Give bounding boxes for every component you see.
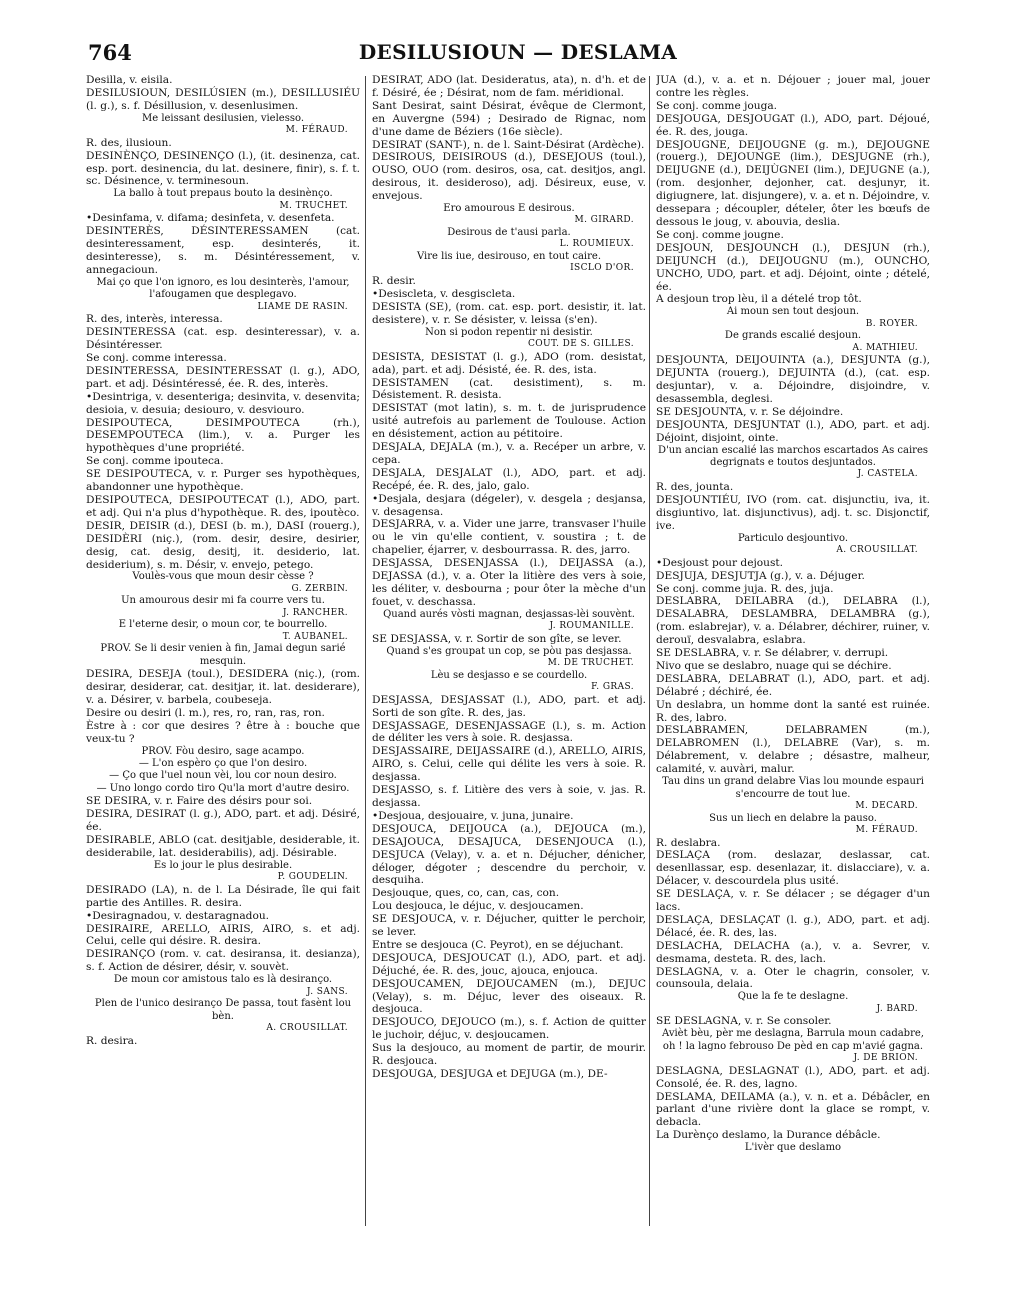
quotation-line: — Ço que l'uel noun vèi, lou cor noun desiro. <box>109 770 337 782</box>
dictionary-entry: DESJOUNTA, DESJUNTAT (l.), ADO, part. et adj. Déjoint, disjoint, ointe. <box>656 418 930 444</box>
page-title: DESILUSIOUN — DESLAMA <box>358 40 678 64</box>
quotation-line: De grands escalié desjoun. <box>724 330 862 342</box>
dictionary-entry: Desilla, v. eisila. <box>86 74 173 86</box>
dictionary-entry: SE DESLAÇA, v. r. Se délacer ; se dégager d'un lacs. <box>656 888 930 914</box>
dictionary-entry: Èstre à : cor que desires ? être à : bouche que veux-tu ? <box>86 719 360 745</box>
quotation-line: Mai ço que l'on ignoro, es lou desinterès, l'amour, l'afougamen que desplegavo. <box>96 276 350 301</box>
dictionary-entry: DESJOUCAMEN, DEJOUCAMEN (m.), DEJUC (Velay), s. m. Déjuc, lever des oiseaux. R. desjouca. <box>372 977 646 1016</box>
quotation-line: Tau dins un grand delabre Vias lou mounde espauri s'encourre de tout lue. <box>662 776 924 800</box>
quotation-author: P. GOUDELIN. <box>277 872 348 883</box>
quotation-line: Me leissant desilusien, vielesso. <box>141 112 305 124</box>
dictionary-entry: DESLAGNA, v. a. Oter le chagrin, consoler, v. counsoula, delaia. <box>656 965 930 991</box>
dictionary-entry: DESJALA, DEJALA (m.), v. a. Recéper un arbre, v. cepa. <box>372 441 646 466</box>
quotation-line: — Uno longo cordo tiro Qu'la mort d'autre desiro. <box>96 782 350 794</box>
quotation-author: F. GRAS. <box>591 682 634 693</box>
quotation-author: G. ZERBIN. <box>291 583 348 594</box>
quotation-line: Quand s'es groupat un cop, se pòu pas desjassa. <box>386 645 632 657</box>
quotation-line: Es lo jour le plus desirable. <box>153 859 293 871</box>
dictionary-entry: DESLAÇA, DESLAÇAT (l. g.), ADO, part. et adj. Délacé, ée. R. des, las. <box>656 913 930 939</box>
dictionary-entry: SE DESJASSA, v. r. Sortir de son gîte, se lever. <box>372 632 622 645</box>
dictionary-entry: DESJASSAGE, DESENJASSAGE (l.), s. m. Action de déliter les vers à soie. R. desjassa. <box>372 719 646 745</box>
quotation-line: — L'on espèro ço que l'on desiro. <box>138 758 308 770</box>
dictionary-entry: DESJOUN, DESJOUNCH (l.), DESJUN (rh.), DEIJUNCH (d.), DEIJOUGNU (m.), OUNCHO, UNCHO, UDO, part. et adj. Déjoint, ointe ; dételé, ée. <box>656 241 930 293</box>
quotation-author: J. BARD. <box>876 1003 918 1014</box>
dictionary-entry: •Desiscleta, v. desgiscleta. <box>372 287 516 300</box>
quotation-author: T. AUBANEL. <box>282 631 348 642</box>
quotation-line: Ai moun sen tout desjoun. <box>726 306 860 318</box>
quotation-author: J. DE BRION. <box>853 1053 918 1064</box>
dictionary-entry: DESISTAT (mot latin), s. m. t. de jurisprudence usité autrefois au parlement de Toulouse. Action en désistement, action au pétitoire. <box>372 402 646 441</box>
page-header <box>88 40 948 70</box>
dictionary-entry: DESJARRA, v. a. Vider une jarre, transvaser l'huile ou le vin qu'elle contient, v. soustira ; t. de chapelier, éjarrer, v. desbourrassa. R. des, jarro. <box>372 518 646 557</box>
quotation-line: De moun cor amistous talo es là desiranço. <box>113 974 333 986</box>
dictionary-entry: •Desjala, desjara (dégeler), v. desgela ; desjansa, v. desagensa. <box>372 492 646 518</box>
quotation-author: COUT. DE S. GILLES. <box>527 339 634 350</box>
column-right <box>656 74 930 1224</box>
dictionary-entry: Se conj. comme jouga. <box>656 99 778 112</box>
quotation-line: D'un ancian escalié las marchos escartados As caires degrignats e toutos desjuntados. <box>657 444 928 469</box>
dictionary-entry: SE DESLAGNA, v. r. Se consoler. <box>656 1015 832 1028</box>
dictionary-entry: DESLABRAMEN, DELABRAMEN (m.), DELABROMEN (l.), DELABRE (Var), s. m. Délabrement, v. delabre ; désastre, malheur, calamité, v. auvàri, malur. <box>656 724 930 776</box>
dictionary-entry: DESJOUCO, DEJOUCO (m.), s. f. Action de quitter le juchoir, déjuc, v. desjoucamen. <box>372 1016 646 1042</box>
dictionary-entry: R. desir. <box>372 275 416 288</box>
quotation-line: PROV. Fòu desiro, sage acampo. <box>141 745 305 757</box>
quotation-line: Quand aurés vòsti magnan, desjassas-lèi souvènt. <box>383 608 635 620</box>
dictionary-entry: DESIRA, DESIRAT (l. g.), ADO, part. et adj. Désiré, ée. <box>86 808 360 834</box>
dictionary-entry: DESJALA, DESJALAT (l.), ADO, part. et adj. Recépé, ée. R. des, jalo, galo. <box>372 466 646 492</box>
column-divider <box>649 76 650 1226</box>
quotation-line: Desirous de t'ausi parla. <box>447 227 571 239</box>
dictionary-entry: DESISTA, DESISTAT (l. g.), ADO (rom. desistat, ada), part. et adj. Désisté, ée. R. des, ista. <box>372 350 646 376</box>
dictionary-entry: Un deslabra, un homme dont la santé est ruinée. R. des, labro. <box>656 698 930 724</box>
dictionary-entry: DESIROUS, DEISIROUS (d.), DESEJOUS (toul.), OUSO, OUO (rom. desiros, osa, cat. desitjos, angl. desirous, it. desideroso), adj. Désireux, euse, v. envejous. <box>372 151 646 203</box>
dictionary-entry: DESINTERESSA (cat. esp. desinteressar), v. a. Désintéresser. <box>86 326 360 352</box>
dictionary-entry: DESLAÇA (rom. deslazar, deslassar, cat. desenllassar, esp. desenlazar, it. dislacciare), v. a. Délacer, v. descourdela plus usité. <box>656 849 930 888</box>
quotation-author: J. RANCHER. <box>282 607 348 618</box>
quotation-author: J. SANS. <box>306 986 348 997</box>
quotation-line: Un amourous desir mi fa courre vers tu. <box>121 595 325 607</box>
quotation-line: Voulès-vous que moun desir cèsse ? <box>132 571 314 583</box>
dictionary-entry: •Desiragnadou, v. destaragnadou. <box>86 909 270 922</box>
dictionary-entry: Desire ou desiri (l. m.), res, ro, ran, ras, ron. <box>86 706 325 719</box>
dictionary-entry: Lou desjouca, le déjuc, v. desjoucamen. <box>372 900 584 913</box>
dictionary-entry: SE DESIRA, v. r. Faire des désirs pour soi. <box>86 795 313 808</box>
dictionary-entry: DESLAGNA, DESLAGNAT (l.), ADO, part. et adj. Consolé, ée. R. des, lagno. <box>656 1064 930 1090</box>
dictionary-entry: DESIRABLE, ABLO (cat. desitjable, desiderable, it. desiderabile, lat. desiderabilis), adj. Désirable. <box>86 834 360 859</box>
quotation-author: B. ROYER. <box>865 318 918 329</box>
dictionary-entry: SE DESJOUNTA, v. r. Se déjoindre. <box>656 405 844 418</box>
dictionary-entry: R. des, ilusioun. <box>86 136 172 149</box>
quotation-line: Plen de l'unico desiranço De passa, tout fasènt lou bèn. <box>94 998 352 1022</box>
dictionary-entry: JUA (d.), v. a. et n. Déjouer ; jouer mal, jouer contre les règles. <box>656 74 930 99</box>
quotation-line: Ero amourous E desirous. <box>443 203 575 215</box>
dictionary-entry: DESJOUGNE, DEIJOUGNE (g. m.), DEJOUGNE (rouerg.), DEJOUNGE (lim.), DESJUGNE (rh.), DEIJUGNE (d.), DEIJÙGNEI (lim.), DEJUGNE (a.), (rom. desjonher, dejonher, cat. desjunyr, it. digiugnere, lat. disjungere), v. a. et n. Déjoindre, v. dessepara ; découpler, dételer, ôter les bœufs de dessous le joug, v. abouvia, deslia. <box>656 138 930 228</box>
dictionary-entry: DESIR, DEISIR (d.), DESI (b. m.), DASI (rouerg.), DESIDÈRI (niç.), (rom. desir, desire, desirier, desig, cat. desig, desitj, it. desiderio, lat. desiderium), s. m. Désir, v. envejo, petego. <box>86 519 360 571</box>
quotation-author: A. CROUSILLAT. <box>266 1022 348 1033</box>
quotation-line: Lèu se desjasso e se courdello. <box>430 669 588 681</box>
dictionary-entry: DESIRAIRE, ARELLO, AIRIS, AIRO, s. et adj. Celui, celle qui désire. R. desira. <box>86 922 360 948</box>
quotation-line: Vire lis iue, desirouso, en tout caire. <box>417 251 601 263</box>
dictionary-entry: DESINTERÈS, DÉSINTERESSAMEN (cat. desinteressament, esp. desinterés, it. desinteresse), s. m. Désintéressement, v. annegacioun. <box>86 225 360 276</box>
quotation-author: M. FÉRAUD. <box>855 824 918 835</box>
dictionary-entry: DESJASSO, s. f. Litière des vers à soie, v. jas. R. desjassa. <box>372 784 646 809</box>
dictionary-entry: R. des, jounta. <box>656 481 734 494</box>
quotation-line: La ballo à tout prepaus bouto la desinènço. <box>113 188 333 200</box>
column-middle <box>372 74 646 1224</box>
dictionary-entry: DESJOUNTA, DEIJOUINTA (a.), DESJUNTA (g.), DEJUNTA (rouerg.), DEJUINTA (d.), (cat. esp. desjuntar), v. a. Déjoindre, disjoindre, v. desassembla, deglesi. <box>656 354 930 406</box>
dictionary-entry: SE DESLABRA, v. r. Se délabrer, v. derrupi. <box>656 647 889 660</box>
dictionary-entry: R. deslabra. <box>656 836 721 849</box>
quotation-author: J. ROUMANILLE. <box>549 621 634 632</box>
dictionary-entry: •Desintriga, v. desenteriga; desinvita, v. desenvita; desioia, v. desuia; desiouro, v. desviouro. <box>86 390 360 416</box>
quotation-author: M. FÉRAUD. <box>285 125 348 136</box>
dictionary-entry: •Desinfama, v. difama; desinfeta, v. desenfeta. <box>86 212 335 225</box>
dictionary-entry: Se conj. comme juja. R. des, juja. <box>656 582 834 595</box>
dictionary-entry: DESIRADO (LA), n. de l. La Désirade, île qui fait partie des Antilles. R. desira. <box>86 883 360 909</box>
column-divider <box>365 76 366 1226</box>
quotation-line: Avièt bèu, pèr me deslagna, Barrula moun cadabre, oh ! la lagno febrouso De pèd en cap m'avié gagna. <box>662 1028 924 1052</box>
quotation-line: PROV. Se li desir venien à fin, Jamai degun sarié mesquin. <box>100 643 346 667</box>
dictionary-entry: DESIPOUTECA, DESIPOUTECAT (l.), ADO, part. et adj. Qui n'a plus d'hypothèque. R. des, ipoutèco. <box>86 493 360 519</box>
quotation-author: J. CASTELA. <box>857 469 918 480</box>
dictionary-entry: •Desjoust pour dejoust. <box>656 556 784 569</box>
quotation-author: M. DE TRUCHET. <box>547 658 634 669</box>
dictionary-entry: DESISTA (SE), (rom. cat. esp. port. desistir, it. lat. desistere), v. r. Se désister, v. leissa (s'en). <box>372 300 646 326</box>
dictionary-entry: DESLABRA, DELABRAT (l.), ADO, part. et adj. Délabré ; déchiré, ée. <box>656 672 930 698</box>
quotation-author: A. CROUSILLAT. <box>836 545 918 556</box>
dictionary-entry: DESIPOUTECA, DESIMPOUTECA (rh.), DESEMPOUTECA (lim.), v. a. Purger les hypothèques d'une propriété. <box>86 416 360 455</box>
quotation-author: M. GIRARD. <box>574 215 634 226</box>
dictionary-entry: DESJOUCA, DESJOUCAT (l.), ADO, part. et adj. Déjuché, ée. R. des, jouc, ajouca, enjouca. <box>372 951 646 977</box>
dictionary-entry: Sant Desirat, saint Désirat, évêque de Clermont, en Auvergne (594) ; Desirado de Rignac, nom d'une dame de Béziers (16e siècle). <box>372 99 646 138</box>
dictionary-entry: SE DESIPOUTECA, v. r. Purger ses hypothèques, abandonner une hypothèque. <box>86 468 360 494</box>
dictionary-entry: DESIRAT (SANT-), n. de l. Saint-Désirat (Ardèche). <box>372 138 645 151</box>
quotation-author: A. MATHIEU. <box>852 342 918 353</box>
dictionary-entry: •Desjoua, desjouaire, v. juna, junaire. <box>372 809 574 822</box>
dictionary-entry: DESISTAMEN (cat. desistiment), s. m. Désistement. R. desista. <box>372 376 646 402</box>
dictionary-entry: DESINTERESSA, DESINTERESSAT (l. g.), ADO, part. et adj. Désintéressé, ée. R. des, interès. <box>86 364 360 390</box>
quotation-line: L'ivèr que deslamo <box>744 1142 842 1154</box>
dictionary-entry: DESLACHA, DELACHA (a.), v. a. Sevrer, v. desmama, desteta. R. des, lach. <box>656 939 930 965</box>
dictionary-entry: DESLABRA, DEILABRA (d.), DELABRA (l.), DESALABRA, DESLAMBRA, DELAMBRA (g.), (rom. eslabrejar), v. a. Délabrer, déchirer, ruiner, v. derouï, desvalabra, eslabra. <box>656 595 930 647</box>
dictionary-entry: R. des, interès, interessa. <box>86 313 223 326</box>
dictionary-entry: SE DESJOUCA, v. r. Déjucher, quitter le perchoir, se lever. <box>372 913 646 939</box>
dictionary-entry: DESLAMA, DEILAMA (a.), v. n. et a. Débâcler, en parlant d'une rivière dont la glace se rompt, v. debacla. <box>656 1090 930 1129</box>
dictionary-entry: DESJOUCA, DEIJOUCA (a.), DEJOUCA (m.), DESAJOUCA, DESAJUCA, DESENJOUCA (l.), DESJUCA (Velay), v. a. et n. Déjucher, dénicher, déloger, dégoter ; descendre du perchoir, v. desquiha. <box>372 822 646 887</box>
dictionary-entry: DESIRAT, ADO (lat. Desideratus, ata), n. d'h. et de f. Désiré, ée ; Désirat, nom de fam. méridional. <box>372 74 646 99</box>
dictionary-entry: DESINÈNÇO, DESINENÇO (l.), (it. desinenza, cat. esp. port. desinencia, du lat. desinere, finir), s. f. t. sc. Désinence, v. terminesoun. <box>86 149 360 188</box>
quotation-line: E l'eterne desir, o moun cor, te bourrello. <box>118 619 328 631</box>
dictionary-entry: Sus la desjouco, au moment de partir, de mourir. R. desjouca. <box>372 1042 646 1068</box>
dictionary-entry: DESJOUNTIÉU, IVO (rom. cat. disjunctiu, iva, it. disgiuntivo, lat. disjunctivus), adj. t. sc. Disjonctif, ive. <box>656 493 930 532</box>
dictionary-entry: DESILUSIOUN, DESILÚSIEN (m.), DESILLUSIÉU (l. g.), s. f. Désillusion, v. desenlusimen. <box>86 86 360 112</box>
dictionary-entry: DESJUJA, DESJUTJA (g.), v. a. Déjuger. <box>656 569 865 582</box>
dictionary-entry: DESJASSA, DESJASSAT (l.), ADO, part. et adj. Sorti de son gîte. R. des, jas. <box>372 693 646 719</box>
dictionary-entry: Se conj. comme jougne. <box>656 228 784 241</box>
dictionary-entry: DESJASSA, DESENJASSA (l.), DEIJASSA (a.), DEJASSA (d.), v. a. Oter la litière des vers à soie, les déliter, v. desbourna ; pour ôter la mèche d'un fouet, v. deschassa. <box>372 557 646 608</box>
dictionary-entry: DESIRANÇO (rom. v. cat. desiransa, it. desianza), s. f. Action de désirer, désir, v. souvèt. <box>86 948 360 974</box>
dictionary-entry: Nivo que se deslabro, nuage qui se déchire. <box>656 659 892 672</box>
dictionary-entry: DESJASSAIRE, DEIJASSAIRE (d.), ARELLO, AIRIS, AIRO, s. Celui, celle qui délite les vers à soie. R. desjassa. <box>372 745 646 784</box>
dictionary-entry: Entre se desjouca (C. Peyrot), en se déjuchant. <box>372 938 624 951</box>
quotation-line: Non si podon repentir ni desistir. <box>425 326 593 338</box>
quotation-author: M. DECARD. <box>855 800 918 811</box>
dictionary-entry: R. desira. <box>86 1034 138 1047</box>
quotation-line: Particulo desjountivo. <box>737 532 849 544</box>
column-left <box>86 74 360 1224</box>
quotation-author: M. TRUCHET. <box>279 200 348 211</box>
dictionary-entry: DESJOUGA, DESJUGA et DEJUGA (m.), DE- <box>372 1068 608 1080</box>
quotation-author: LIAME DE RASIN. <box>257 301 348 312</box>
dictionary-entry: DESIRA, DESEJA (toul.), DESIDERA (niç.), (rom. desirar, desiderar, cat. desitjar, it. lat. desiderare), v. a. Désirer, v. barbela, coubeseja. <box>86 668 360 707</box>
quotation-author: L. ROUMIEUX. <box>559 239 634 250</box>
dictionary-entry: Se conj. comme ipouteca. <box>86 455 224 468</box>
dictionary-entry: Desjouque, ques, co, can, cas, con. <box>372 887 560 900</box>
page-number: 764 <box>88 40 132 65</box>
dictionary-entry: DESJOUGA, DESJOUGAT (l.), ADO, part. Déjoué, ée. R. des, jouga. <box>656 112 930 138</box>
quotation-author: ISCLO D'OR. <box>570 263 634 274</box>
quotation-line: Sus un liech en delabre la pauso. <box>709 812 877 824</box>
dictionary-entry: La Durènço deslamo, la Durance débâcle. <box>656 1129 881 1142</box>
dictionary-entry: Se conj. comme interessa. <box>86 352 227 364</box>
dictionary-entry: A desjoun trop lèu, il a dételé trop tôt. <box>656 293 862 306</box>
quotation-line: Que la fe te deslagne. <box>737 991 849 1003</box>
